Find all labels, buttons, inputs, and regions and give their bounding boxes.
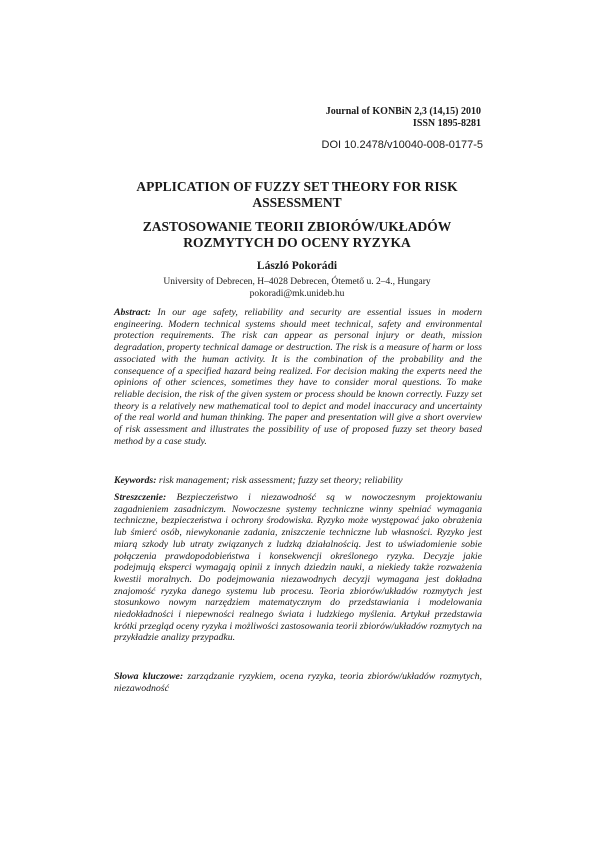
author-name: László Pokorádi [256,260,338,272]
abstract [114,307,482,447]
title-polish: ZASTOSOWANIE TEORII ZBIORÓW/UKŁADÓW ROZMYTYCH DO OCENY RYZYKA [142,219,452,250]
slowa-kluczowe [114,671,482,694]
keywords [114,475,482,487]
author-email: pokoradi@mk.unideb.hu [249,289,345,299]
journal-name: Journal of KONBiN 2,3 (14,15) 2010 [325,106,481,117]
streszczenie [114,492,482,644]
doi: DOI 10.2478/v10040-008-0177-5 [321,139,483,151]
abstract-label: Abstract: [114,307,152,318]
author-affiliation: University of Debrecen, H–4028 Debrecen, Ótemető u. 2–4., Hungary [163,277,431,287]
title-english: APPLICATION OF FUZZY SET THEORY FOR RISK ASSESSMENT [136,179,458,210]
streszczenie-label: Streszczenie: [114,492,167,503]
streszczenie-text: Bezpieczeństwo i niezawodność są w nowoczesnym projektowaniu zagadnieniem zasadniczym. Nowoczesne systemy techniczne winny spełniać wymagania techniczne, bezpieczeństwa i ochrony środowiska. Ryzyko może występować jako obrażenia lub śmierć osób, niewykonanie zadania, zniszczenie techniczne lub własności. Ryzyko jest miarą szkody lub utraty związanych z ludzką działalnością. Jest to uświadomienie sobie połączenia prawdopodobieństwa i konsekwencji określonego ryzyka. Decyzje jakie podejmują eksperci wymagają opinii z innych dziedzin nauki, a niekiedy także rozważenia kwestii moralnych. Do podejmowania niezawodnych decyzji wymagana jest dokładna znajomość ryzyka danego systemu lub procesu. Teoria zbiorów/układów rozmytych jest stosunkowo nowym narzędziem matematycznym do przedstawiania i modelowania niedokładności i niepewności realnego świata i ludzkiego myślenia. Artykuł przedstawia krótki przegląd oceny ryzyka i możliwości zastosowania teorii zbiorów/układów rozmytych na przykładzie analizy przypadku. [114,492,483,644]
keywords-label: Keywords: [114,475,157,486]
abstract-text: In our age safety, reliability and security are essential issues in modern engineering. Modern technical systems should meet technical, safety and environmental protection requirements. The risk can appear as personal injury or death, mission degradation, property technical damage or destruction. The risk is a measure of harm or loss associated with the human activity. It is the combination of the probability and the consequence of a specified hazard being realized. For decision making the experts need the opinions of other sciences, sometimes they have to consider moral questions. To make reliable decision, the risk of the given system or process should be known correctly. Fuzzy set theory is a relatively new mathematical tool to depict and model inaccuracy and uncertainty of the real world and human thinking. The paper and presentation will give a short overview of risk assessment and illustrates the possibility of use of proposed fuzzy set theory based method by a case study. [114,307,482,447]
slowa-kluczowe-text: zarządzanie ryzykiem, ocena ryzyka, teoria zbiorów/układów rozmytych, niezawodność [114,671,482,694]
issn: ISSN 1895-8281 [412,118,481,129]
slowa-kluczowe-label: Słowa kluczowe: [114,671,184,682]
keywords-text: risk management; risk assessment; fuzzy set theory; reliability [158,475,403,486]
